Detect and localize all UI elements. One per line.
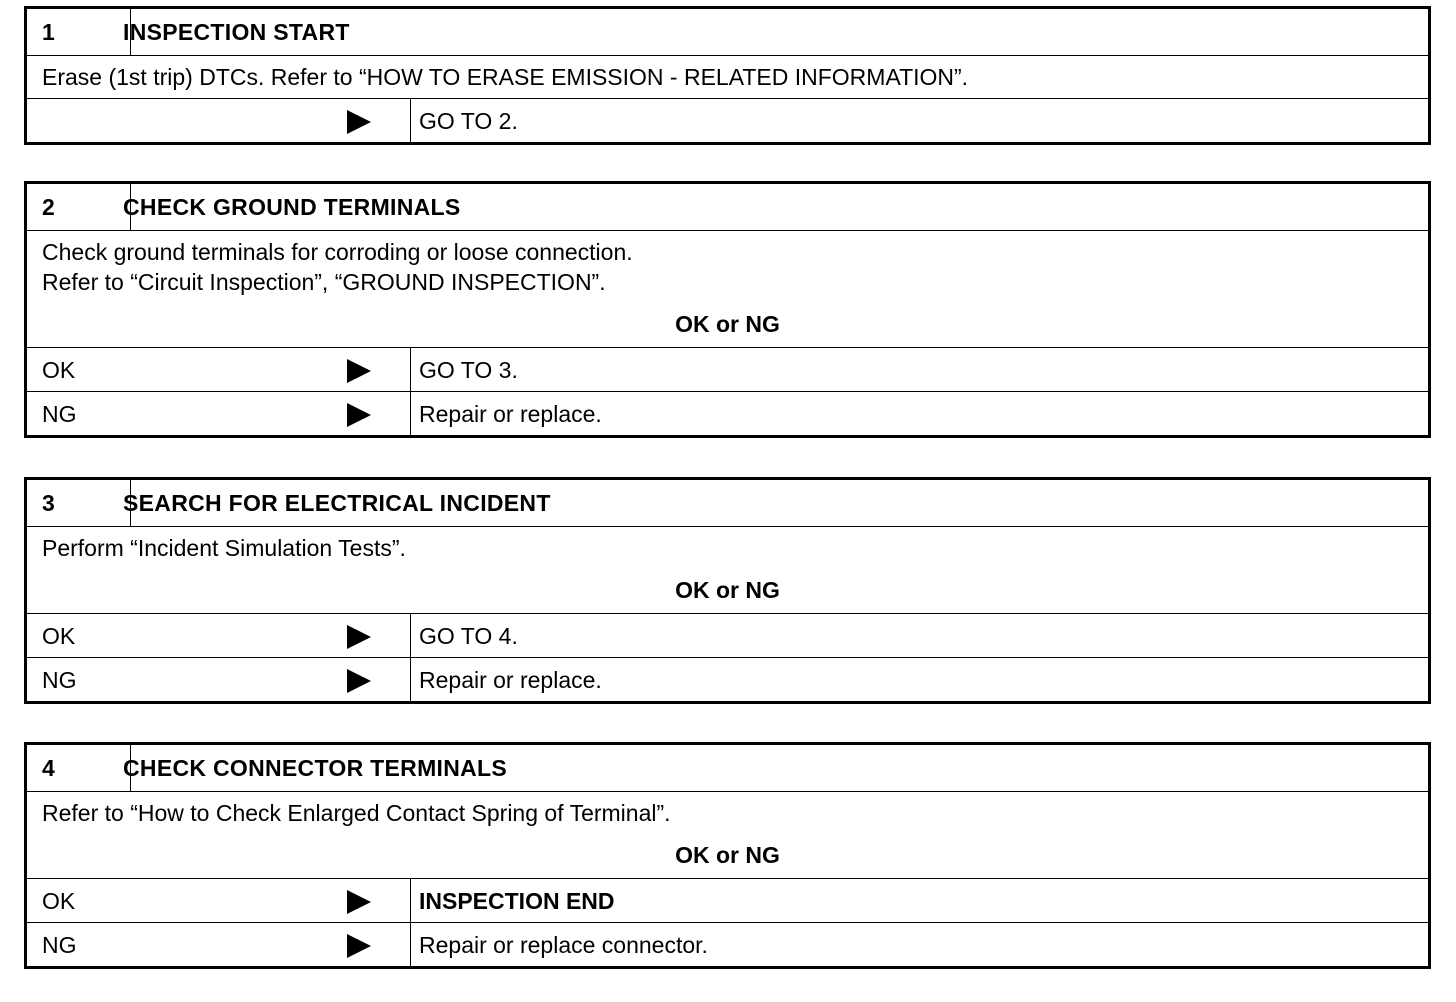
- step-header: [27, 184, 1428, 230]
- step-number: 1: [27, 9, 131, 55]
- step-header: [27, 480, 1428, 526]
- result-row-ng: [27, 657, 1428, 701]
- step-header: [27, 745, 1428, 791]
- step-number: 4: [27, 745, 131, 791]
- result-row-ok: [27, 878, 1428, 922]
- ok-or-ng-label: OK or NG: [675, 842, 780, 868]
- result-row-ng: [27, 922, 1428, 966]
- result-row-ng: [27, 391, 1428, 435]
- result-action: Repair or replace.: [410, 392, 1428, 435]
- step-4-box: [24, 742, 1431, 969]
- result-label: NG: [42, 667, 77, 693]
- arrow-right-icon: [347, 110, 371, 134]
- instruction-line: Refer to “Circuit Inspection”, “GROUND INSPECTION”.: [42, 269, 606, 295]
- result-row-ok: [27, 613, 1428, 657]
- result-label: OK: [42, 888, 76, 914]
- step-instructions: [27, 526, 1428, 613]
- instruction-line: Perform “Incident Simulation Tests”.: [42, 535, 406, 561]
- step-title: INSPECTION START: [123, 19, 350, 45]
- step-title: SEARCH FOR ELECTRICAL INCIDENT: [123, 490, 551, 516]
- arrow-right-icon: [347, 625, 371, 649]
- step-title: CHECK GROUND TERMINALS: [123, 194, 461, 220]
- result-row-ok: [27, 347, 1428, 391]
- result-label: OK: [42, 623, 76, 649]
- step-title: CHECK CONNECTOR TERMINALS: [123, 755, 508, 781]
- arrow-right-icon: [347, 359, 371, 383]
- step-instructions: [27, 791, 1428, 878]
- instruction-line: Check ground terminals for corroding or loose connection.: [42, 239, 633, 265]
- step-instructions: [27, 230, 1428, 347]
- step-number: 2: [27, 184, 131, 230]
- result-action: Repair or replace.: [410, 658, 1428, 701]
- ok-or-ng-label: OK or NG: [675, 577, 780, 603]
- step-instructions: [27, 55, 1428, 98]
- step-header: [27, 9, 1428, 55]
- instruction-line: Refer to “How to Check Enlarged Contact Spring of Terminal”.: [42, 800, 671, 826]
- result-row: [27, 98, 1428, 142]
- result-label: NG: [42, 401, 77, 427]
- ok-or-ng-label: OK or NG: [675, 311, 780, 337]
- step-2-box: [24, 181, 1431, 438]
- step-3-box: [24, 477, 1431, 704]
- instruction-line: Erase (1st trip) DTCs. Refer to “HOW TO ERASE EMISSION - RELATED INFORMATION”.: [42, 64, 969, 90]
- step-number: 3: [27, 480, 131, 526]
- result-action: GO TO 3.: [410, 348, 1428, 391]
- result-action: GO TO 2.: [410, 99, 1428, 142]
- result-action: INSPECTION END: [410, 879, 1428, 922]
- step-1-box: [24, 6, 1431, 145]
- arrow-right-icon: [347, 890, 371, 914]
- arrow-right-icon: [347, 403, 371, 427]
- result-action: GO TO 4.: [410, 614, 1428, 657]
- result-action: Repair or replace connector.: [410, 923, 1428, 966]
- result-label: OK: [42, 357, 76, 383]
- arrow-right-icon: [347, 934, 371, 958]
- result-label: NG: [42, 932, 77, 958]
- arrow-right-icon: [347, 669, 371, 693]
